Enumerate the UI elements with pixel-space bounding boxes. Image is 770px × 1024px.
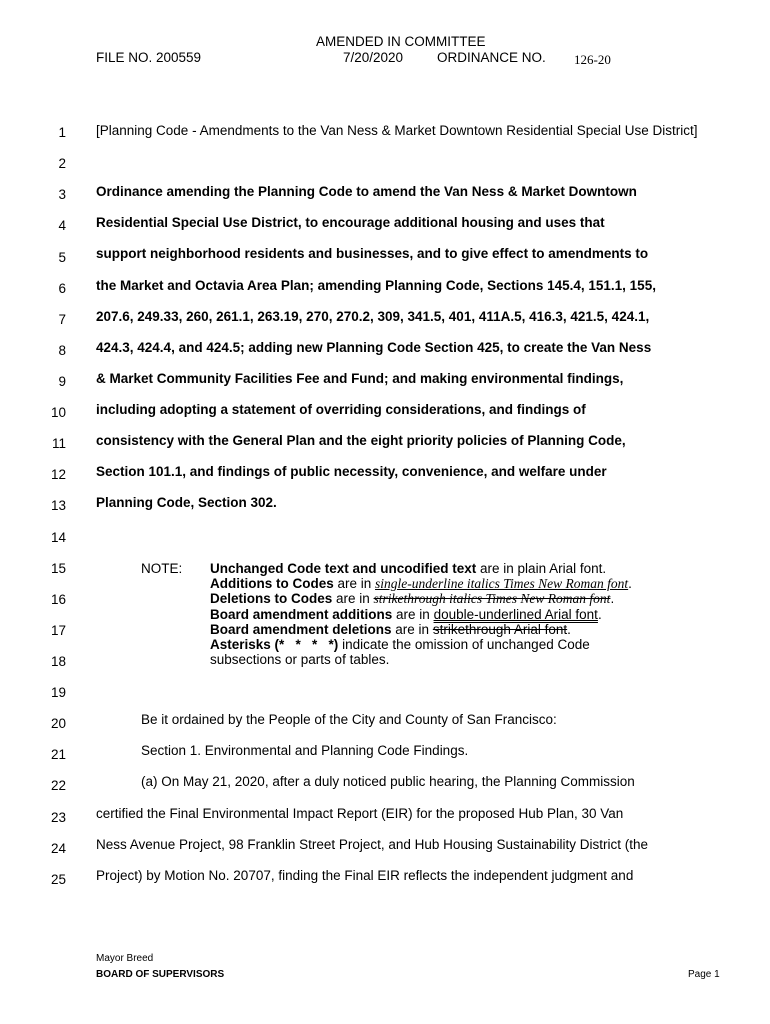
ordinance-line: 424.3, 424.4, and 424.5; adding new Planning Code Section 425, to create the Van Ness [96, 340, 652, 355]
ordinance-title: [Planning Code - Amendments to the Van Ness & Market Downtown Residential Special Use District] [96, 123, 698, 138]
note-line: Board amendment deletions are in strikethrough Arial font. [210, 621, 571, 637]
line-number: 4 [58, 218, 66, 233]
line-number: 25 [50, 872, 66, 887]
formatting-note [210, 561, 710, 667]
line-number: 21 [50, 747, 66, 762]
line-number: 7 [58, 312, 66, 327]
ordinance-number: 126-20 [574, 52, 611, 67]
note-label: NOTE: [141, 561, 183, 576]
line-number: 15 [50, 561, 66, 576]
ordinance-line: support neighborhood residents and businesses, and to give effect to amendments to [96, 246, 649, 261]
line-number: 19 [50, 685, 66, 700]
body-line: Ness Avenue Project, 98 Franklin Street Project, and Hub Housing Sustainability District (the [96, 837, 649, 852]
enacting-clause: Be it ordained by the People of the City and County of San Francisco: [141, 712, 557, 727]
note-line: Additions to Codes are in single-underline italics Times New Roman font. [210, 576, 632, 592]
body-line: Project) by Motion No. 20707, finding the Final EIR reflects the independent judgment and [96, 868, 634, 883]
board-name: BOARD OF SUPERVISORS [96, 969, 225, 980]
line-number: 11 [51, 436, 66, 451]
line-number: 8 [58, 343, 66, 358]
note-line: Unchanged Code text and uncodified text are in plain Arial font. [210, 561, 607, 576]
ordinance-line: including adopting a statement of overriding considerations, and findings of [96, 402, 586, 417]
line-number: 17 [50, 623, 66, 638]
line-number: 16 [50, 592, 66, 607]
ordinance-line: 207.6, 249.33, 260, 261.1, 263.19, 270, 270.2, 309, 341.5, 401, 411A.5, 416.3, 421.5, 424.1, [96, 309, 650, 324]
line-number: 9 [58, 374, 66, 389]
ordinance-line: Residential Special Use District, to encourage additional housing and uses that [96, 215, 605, 230]
line-number: 3 [58, 187, 66, 202]
note-line: Deletions to Codes are in strikethrough italics Times New Roman font. [210, 591, 615, 607]
ordinance-label: ORDINANCE NO. [437, 50, 546, 65]
line-number: 14 [50, 530, 66, 545]
note-line: Asterisks (* * * *) indicate the omission of unchanged Code [210, 637, 590, 653]
line-number: 22 [50, 778, 66, 793]
section-heading: Section 1. Environmental and Planning Code Findings. [141, 743, 469, 758]
sponsor: Mayor Breed [96, 953, 154, 964]
ordinance-line: & Market Community Facilities Fee and Fund; and making environmental findings, [96, 371, 624, 386]
file-number: FILE NO. 200559 [96, 50, 202, 65]
line-number: 24 [50, 841, 66, 856]
ordinance-line: Ordinance amending the Planning Code to amend the Van Ness & Market Downtown [96, 184, 637, 199]
line-number: 5 [58, 250, 66, 265]
line-number: 6 [58, 281, 66, 296]
line-number: 23 [50, 810, 66, 825]
note-line: subsections or parts of tables. [210, 652, 390, 668]
ordinance-line: consistency with the General Plan and the eight priority policies of Planning Code, [96, 433, 626, 448]
body-line: certified the Final Environmental Impact Report (EIR) for the proposed Hub Plan, 30 Van [96, 806, 624, 821]
line-number: 18 [50, 654, 66, 669]
line-number: 10 [50, 405, 66, 420]
line-number: 1 [58, 125, 66, 140]
ordinance-line: the Market and Octavia Area Plan; amending Planning Code, Sections 145.4, 151.1, 155, [96, 278, 656, 293]
line-number: 20 [50, 716, 66, 731]
amended-date: 7/20/2020 [343, 50, 404, 65]
line-number: 2 [58, 156, 66, 171]
ordinance-line: Section 101.1, and findings of public necessity, convenience, and welfare under [96, 464, 607, 479]
ordinance-line: Planning Code, Section 302. [96, 495, 277, 510]
body-line: (a) On May 21, 2020, after a duly noticed public hearing, the Planning Commission [141, 774, 635, 789]
line-number: 13 [50, 498, 66, 513]
note-line: Board amendment additions are in double-underlined Arial font. [210, 606, 602, 622]
line-number: 12 [50, 467, 66, 482]
page-number: Page 1 [688, 969, 720, 980]
amended-label: AMENDED IN COMMITTEE [316, 34, 486, 49]
